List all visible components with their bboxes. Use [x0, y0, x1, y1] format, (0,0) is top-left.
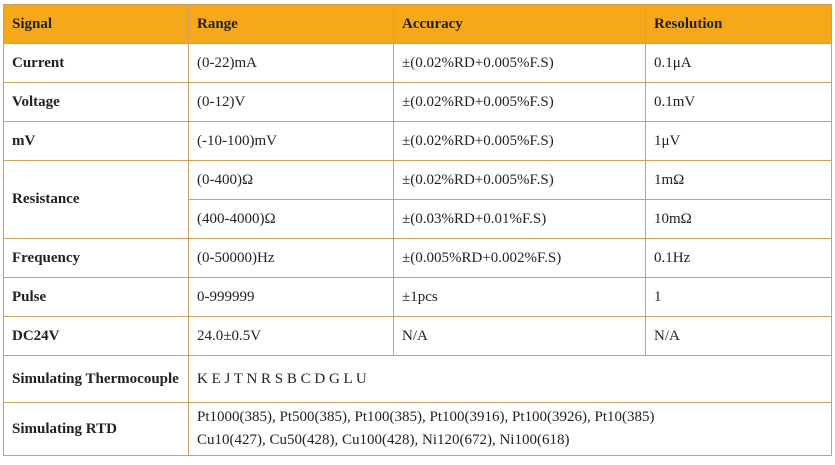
spec-table-container	[3, 4, 831, 456]
accuracy-dc24v: N/A	[394, 317, 646, 356]
accuracy-resistance-1: ±(0.02%RD+0.005%F.S)	[394, 161, 646, 200]
signal-frequency: Frequency	[4, 239, 189, 278]
signal-resistance: Resistance	[4, 161, 189, 239]
accuracy-resistance-2: ±(0.03%RD+0.01%F.S)	[394, 200, 646, 239]
header-resolution: Resolution	[646, 5, 832, 44]
signal-voltage: Voltage	[4, 83, 189, 122]
row-mv	[4, 122, 832, 161]
row-rtd	[4, 403, 832, 456]
accuracy-frequency: ±(0.005%RD+0.002%F.S)	[394, 239, 646, 278]
range-frequency: (0-50000)Hz	[189, 239, 394, 278]
range-voltage: (0-12)V	[189, 83, 394, 122]
range-resistance-2: (400-4000)Ω	[189, 200, 394, 239]
resolution-frequency: 0.1Hz	[646, 239, 832, 278]
row-voltage	[4, 83, 832, 122]
row-current	[4, 44, 832, 83]
resolution-mv: 1μV	[646, 122, 832, 161]
row-frequency	[4, 239, 832, 278]
row-pulse	[4, 278, 832, 317]
resolution-dc24v: N/A	[646, 317, 832, 356]
resolution-pulse: 1	[646, 278, 832, 317]
value-rtd	[189, 403, 832, 456]
rtd-line-2: Cu10(427), Cu50(428), Cu100(428), Ni120(672), Ni100(618)	[197, 432, 570, 448]
row-dc24v	[4, 317, 832, 356]
range-dc24v: 24.0±0.5V	[189, 317, 394, 356]
resolution-current: 0.1μA	[646, 44, 832, 83]
range-current: (0-22)mA	[189, 44, 394, 83]
row-thermocouple	[4, 356, 832, 403]
signal-pulse: Pulse	[4, 278, 189, 317]
signal-rtd: Simulating RTD	[4, 403, 189, 456]
value-thermocouple: K E J T N R S B C D G L U	[189, 356, 832, 403]
accuracy-current: ±(0.02%RD+0.005%F.S)	[394, 44, 646, 83]
signal-dc24v: DC24V	[4, 317, 189, 356]
header-row	[4, 5, 832, 44]
resolution-voltage: 0.1mV	[646, 83, 832, 122]
spec-table	[3, 4, 832, 456]
header-signal: Signal	[4, 5, 189, 44]
accuracy-voltage: ±(0.02%RD+0.005%F.S)	[394, 83, 646, 122]
signal-mv: mV	[4, 122, 189, 161]
header-accuracy: Accuracy	[394, 5, 646, 44]
header-range: Range	[189, 5, 394, 44]
accuracy-mv: ±(0.02%RD+0.005%F.S)	[394, 122, 646, 161]
range-resistance-1: (0-400)Ω	[189, 161, 394, 200]
resolution-resistance-1: 1mΩ	[646, 161, 832, 200]
signal-thermocouple: Simulating Thermocouple	[4, 356, 189, 403]
resolution-resistance-2: 10mΩ	[646, 200, 832, 239]
row-resistance-1	[4, 161, 832, 200]
signal-current: Current	[4, 44, 189, 83]
rtd-line-1: Pt1000(385), Pt500(385), Pt100(385), Pt100(3916), Pt100(3926), Pt10(385)	[197, 409, 655, 425]
accuracy-pulse: ±1pcs	[394, 278, 646, 317]
range-pulse: 0-999999	[189, 278, 394, 317]
range-mv: (-10-100)mV	[189, 122, 394, 161]
